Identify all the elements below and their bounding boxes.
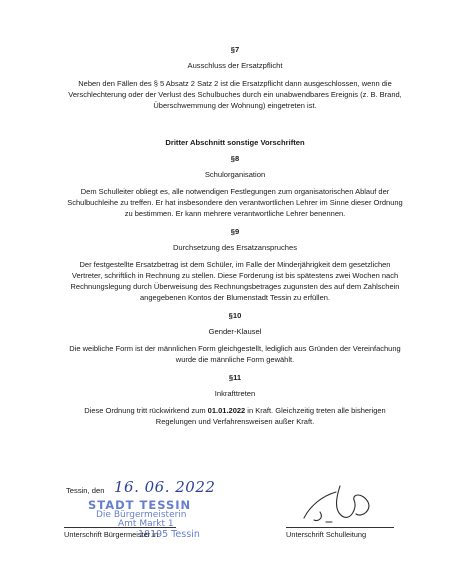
signature-line-right: [286, 527, 394, 528]
section-11-line-1-pre: Diese Ordnung tritt rückwirkend zum: [84, 406, 208, 415]
section-9-line-4: angegebenen Kontos der Blumenstadt Tessin zu erfüllen.: [140, 293, 330, 302]
stamp-line-4: 18195 Tessin: [138, 529, 200, 540]
section-9-title: Durchsetzung des Ersatzanspruches: [172, 243, 298, 252]
handwritten-signature: [296, 478, 388, 530]
section-9-number: §9: [230, 227, 240, 236]
section-11-line-1: [40, 405, 430, 416]
section-8-line-3: zu bestimmen. Er kann mehrere verantwortliche Lehrer benennen.: [124, 209, 346, 218]
section-10-number: §10: [228, 311, 242, 320]
section-9-line-3: Rechnungslegung durch Überweisung des Rechnungsbetrages zugunsten des auf dem Zahlschein: [70, 282, 400, 291]
section-8-title: Schulorganisation: [204, 170, 266, 179]
stamp-line-2: Die Bürgermeisterin: [96, 510, 187, 520]
section-11-title: Inkrafttreten: [214, 389, 256, 398]
handwritten-date: 16. 06. 2022: [114, 478, 216, 496]
section-8-line-2: Schulbuchleihe zu treffen. Er hat insbesondere den verantwortlichen Lehrer im Sinne dieser Ordnung: [67, 198, 403, 207]
section-7-line-3: Überschwemmung der Wohnung) eingetreten ist.: [153, 101, 317, 110]
section-10-title: Gender-Klausel: [208, 327, 262, 336]
signature-line-left: [64, 527, 176, 528]
section-10-line-2: wurde die männliche Form gewählt.: [175, 355, 295, 364]
signature-area: [0, 470, 465, 578]
section-7-line-1: Neben den Fällen des § 5 Absatz 2 Satz 2 ist die Ersatzpflicht dann ausgeschlossen, wenn die: [78, 79, 392, 88]
section-9-line-1: Der festgestellte Ersatzbetrag ist dem Schüler, im Falle der Minderjährigkeit dem gesetzlichen: [79, 260, 391, 269]
stamp-line-3: Amt Markt 1: [118, 519, 174, 529]
section-7-title: Ausschluss der Ersatzpflicht: [187, 61, 283, 70]
section-7-line-2: Verschlechterung oder der Verlust des Schulbuches durch ein unabwendbares Ereignis (z. B. Brand,: [68, 90, 402, 99]
effective-date: 01.01.2022: [207, 406, 246, 415]
section-10-line-1: Die weibliche Form ist der männlichen Form gleichgestellt, lediglich aus Gründen der Vereinfachung: [69, 344, 401, 353]
stamp-line-1: STADT TESSIN: [88, 498, 192, 512]
caption-school-management: Unterschrift Schulleitung: [286, 530, 367, 539]
caption-mayor: Unterschrift Bürgermeister in: [64, 530, 159, 539]
section-8-number: §8: [230, 154, 240, 163]
section-7-number: §7: [230, 45, 240, 54]
section-11-line-2: Regelungen und Verfahrensweisen außer Kraft.: [155, 417, 315, 426]
chapter-heading: Dritter Abschnitt sonstige Vorschriften: [165, 138, 305, 147]
section-11-number: §11: [228, 373, 242, 382]
section-8-line-1: Dem Schulleiter obliegt es, alle notwendigen Festlegungen zum organisatorischen Ablauf der: [80, 187, 390, 196]
section-11-line-1-post: in Kraft. Gleichzeitig treten alle bisherigen: [245, 406, 386, 415]
place-date-label: Tessin, den: [66, 486, 105, 495]
section-9-line-2: Vertreter, schriftlich in Rechnung zu stellen. Diese Forderung ist bis spätestens zwei Wochen nach: [71, 271, 399, 280]
